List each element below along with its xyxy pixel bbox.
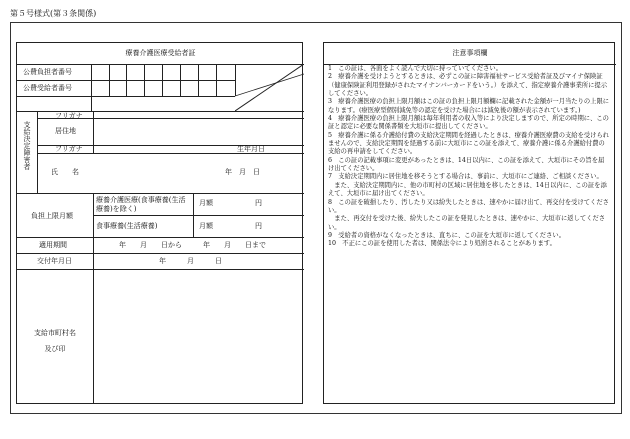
- note-item: 2 療養介護を受けようとするときは、必ずこの証に障害福祉サービス受給者証及びマイナ保険証（健康保険証利用登録がされたマイナンバーカードをいう。）を添えて、指定療養介護事業所に提示してください。: [328, 73, 608, 98]
- notes-list: [328, 65, 610, 249]
- medical-care-monthly-amount: 月額 円: [199, 199, 262, 207]
- notes-card: [323, 42, 615, 404]
- note-item: 10 不正にこの証を使用した者は、関係法令により処罰されることがあります。: [328, 240, 556, 248]
- name-label: 氏名: [51, 168, 93, 176]
- birthdate-label: 生年月日: [237, 145, 265, 153]
- public-recipient-number-label: 公費受給者番号: [23, 84, 72, 92]
- issued-date-value: 年 月 日: [159, 257, 222, 265]
- hatched-blank-area: [235, 64, 304, 111]
- meal-care-limit-label: 食事療養(生活療養): [96, 222, 158, 230]
- note-item: 1 この証は、各面をよく読んで大切に持っていてください。: [328, 65, 503, 72]
- note-item: 5 療養介護に係る介護給付費の支給決定期間を経過したときは、療養介護医療費の支給を受けられませんので、支給決定期間を経過する前に大垣市にこの証を添えて、療養介護に係る介護給付費の支給の再申請をしてください。: [328, 131, 610, 156]
- address-label: 居住地: [55, 127, 76, 135]
- municipality-seal-label: 支給市町村名及び印: [34, 329, 76, 353]
- medical-care-limit-label: 療養介護医療(食事療養(生活療養)を除く): [96, 196, 186, 213]
- note-item: 3 療養介護医療の負担上限月額はこの証の負担上限月額欄に記載された金額が一月当たりの上限になります。(療医療型個別減免等の認定を受けた場合には減免後の額が表示されています。): [328, 98, 610, 114]
- issued-date-label: 交付年月日: [37, 257, 72, 265]
- note-item: 7 支給決定期間内に居住地を移そうとする場合は、事前に、大垣市にご連絡、ご相談ください。: [328, 173, 603, 181]
- furigana-label-2: フリガナ: [55, 145, 83, 153]
- monthly-limit-label: 負担上限月額: [31, 212, 73, 220]
- disabled-person-section-label: 支給決定障害者: [23, 121, 31, 170]
- note-item: また、支給決定期間内に、他の市町村の区域に居住地を移したときは、14日以内に、この証を添えて、大垣市に届け出てください。: [328, 181, 607, 198]
- note-item: 9 受給者の資格がなくなったときは、直ちに、この証を大垣市に返してください。: [328, 231, 565, 239]
- note-item: 8 この証を破損したり、汚したり又は紛失したときは、速やかに届け出て、再交付を受けてください。: [328, 198, 609, 214]
- note-item: また、再交付を受けた後、紛失したこの証を発見したときは、速やかに、大垣市に返してください。: [328, 215, 606, 231]
- period-value: 年 月 日から 年 月 日まで: [119, 241, 266, 249]
- birthdate-value: 年 月 日: [225, 168, 260, 176]
- note-item: 4 療養介護医療の負担上限月額は毎年利用者の収入等により決定しますので、所定の時期に、この証と認定に必要な関係書類を大垣市に提出してください。: [328, 115, 609, 131]
- furigana-label: フリガナ: [55, 112, 83, 120]
- meal-care-monthly-amount: 月額 円: [199, 222, 262, 230]
- note-item: 6 この証の記載事項に変更があったときは、14日以内に、この証を添えて、大垣市にその旨を届け出てください。: [328, 156, 605, 173]
- period-label: 適用期間: [39, 241, 67, 249]
- form-label: 第５号様式(第３条関係): [10, 9, 97, 18]
- certificate-card: [16, 42, 303, 404]
- notes-title: 注意事項欄: [452, 49, 488, 57]
- certificate-title: 療養介護医療受給者証: [125, 49, 196, 57]
- public-payer-number-label: 公費負担者番号: [23, 68, 72, 76]
